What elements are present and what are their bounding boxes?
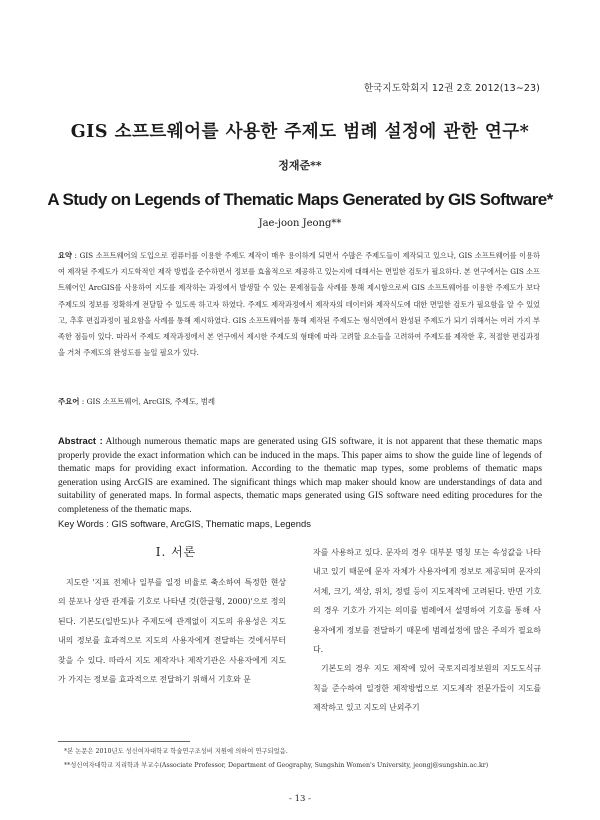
keywords-english: Key Words : GIS software, ArcGIS, Thematic maps, Legends (58, 518, 311, 529)
section-title: Ⅰ. 서론 (155, 545, 197, 559)
abstract-korean-text: : GIS 소프트웨어의 도입으로 컴퓨터를 이용한 주제도 제작이 매우 용이하게 되면서 수많은 주제도들이 제작되고 있으나, GIS 소프트웨어를 이용하여 제작된 주제도가 지도학적인 제작 방법을 준수하면서 정보를 효율적으로 제공하고 있는지에 대해서는 면밀한 검토가 필요하다. 본 연구에서는 GIS 소프트웨어인 ArcGIS를 사용하여 지도를 제작하는 과정에서 발생할 수 있는 문제점들을 사례를 통해 제시함으로써 GIS 소프트웨어를 이용한 주제도가 보다 주제도의 정보를 정확하게 전달할 수 있도록 하고자 하였다. 주제도 제작과정에서 제작자의 데이터와 제작식도에 대한 면밀한 검토가 필요함을 알 수 있었고, 추후 편집과정이 필요함을 사례를 통해 제시하였다. GIS 소프트웨어를 통해 제작된 주제도는 형식면에서 완성된 주제도가 되기 위해서는 여러 가지 부족한 점들이 있다. 따라서 주제도 제작과정에서 본 연구에서 제시한 주제도의 형태에 따라 고려할 요소들을 고려하여 주제도를 제작한 후, 적절한 편집과정을 거쳐 주제도의 완성도를 높일 필요가 있다. (58, 251, 540, 358)
author-korean: 정재준** (278, 159, 322, 172)
body-paragraph: 기본도의 경우 지도 제작에 있어 국토지리정보원의 지도도식규칙을 준수하여 일정한 제작방법으로 지도제작 전문가들이 지도를 제작하고 있고 지도의 난외주기 (313, 664, 541, 713)
body-paragraph: 자를 사용하고 있다. 문자의 경우 대부분 명칭 또는 속성값을 나타내고 있기 때문에 문자 자체가 사용자에게 정보로 제공되며 문자의 서체, 크기, 색상, 위치, 정렬 등이 지도제작에 고려된다. 반면 기호의 경우 기호가 가지는 의미를 범례에서 설명하여 기호를 통해 사용자에게 정보를 전달하기 때문에 범례설정에 많은 주의가 필요하다. (313, 548, 541, 655)
abstract-korean (58, 248, 540, 361)
footnote-rule (58, 741, 190, 742)
footnote: *본 논문은 2010년도 성신여자대학교 학술연구조성비 지원에 의하여 연구되었음. (64, 748, 288, 755)
abstract-korean-label: 요약 (58, 251, 72, 260)
abstract-english (58, 434, 542, 531)
body-paragraph: 지도란 '지표 전체나 일부를 일정 비율로 축소하여 특정한 현상의 분포나 상관 관계를 기호로 나타낸 것(한글형, 2000)'으로 정의된다. 기본도(일반도)나 주제도에 관계없이 지도의 유용성은 지도 내의 정보를 효과적으로 지도의 사용자에게 전달하는 것에서부터 찾을 수 있다. 따라서 지도 제작자나 제작기관은 사용자에게 지도가 가지는 정보를 효과적으로 전달하기 위해서 기호와 문 (58, 578, 286, 685)
keywords-korean-text: : GIS 소프트웨어, ArcGIS, 주제도, 범례 (79, 397, 215, 406)
abstract-english-text: Although numerous thematic maps are generated using GIS software, it is not apparent that these thematic maps properly provide the exact information which can be induced in the maps. This paper aims to show the guide line of legends of thematic maps for providing exact information. According to the thematic map types, some problems of thematic maps generation using ArcGIS are examined. The significant things which map maker should know are understandings of data and suitability of generated maps. In formal aspects, thematic maps generated using GIS software need editing procedures for the completeness of the thematic maps. (58, 437, 542, 515)
page-number: - 13 - (289, 794, 311, 804)
title-korean: GIS 소프트웨어를 사용한 주제도 범례 설정에 관한 연구* (70, 122, 530, 142)
body-column-right (313, 543, 541, 718)
body-column-left (58, 573, 286, 689)
footnotes (64, 745, 544, 772)
keywords-korean-label: 주요어 (58, 397, 80, 406)
abstract-english-body (58, 434, 542, 517)
running-header: 한국지도학회지 12권 2호 2012(13∼23) (363, 83, 540, 94)
keywords-korean (58, 395, 540, 409)
footnote: **성신여자대학교 지리학과 부교수(Associate Professor, Department of Geography, Sungshin Women's University, jeongj@sungshin.ac.kr) (64, 761, 489, 769)
title-english: A Study on Legends of Thematic Maps Generated by GIS Software* (47, 190, 553, 209)
abstract-english-label: Abstract : (58, 435, 103, 446)
author-english: Jae-joon Jeong** (258, 218, 342, 229)
